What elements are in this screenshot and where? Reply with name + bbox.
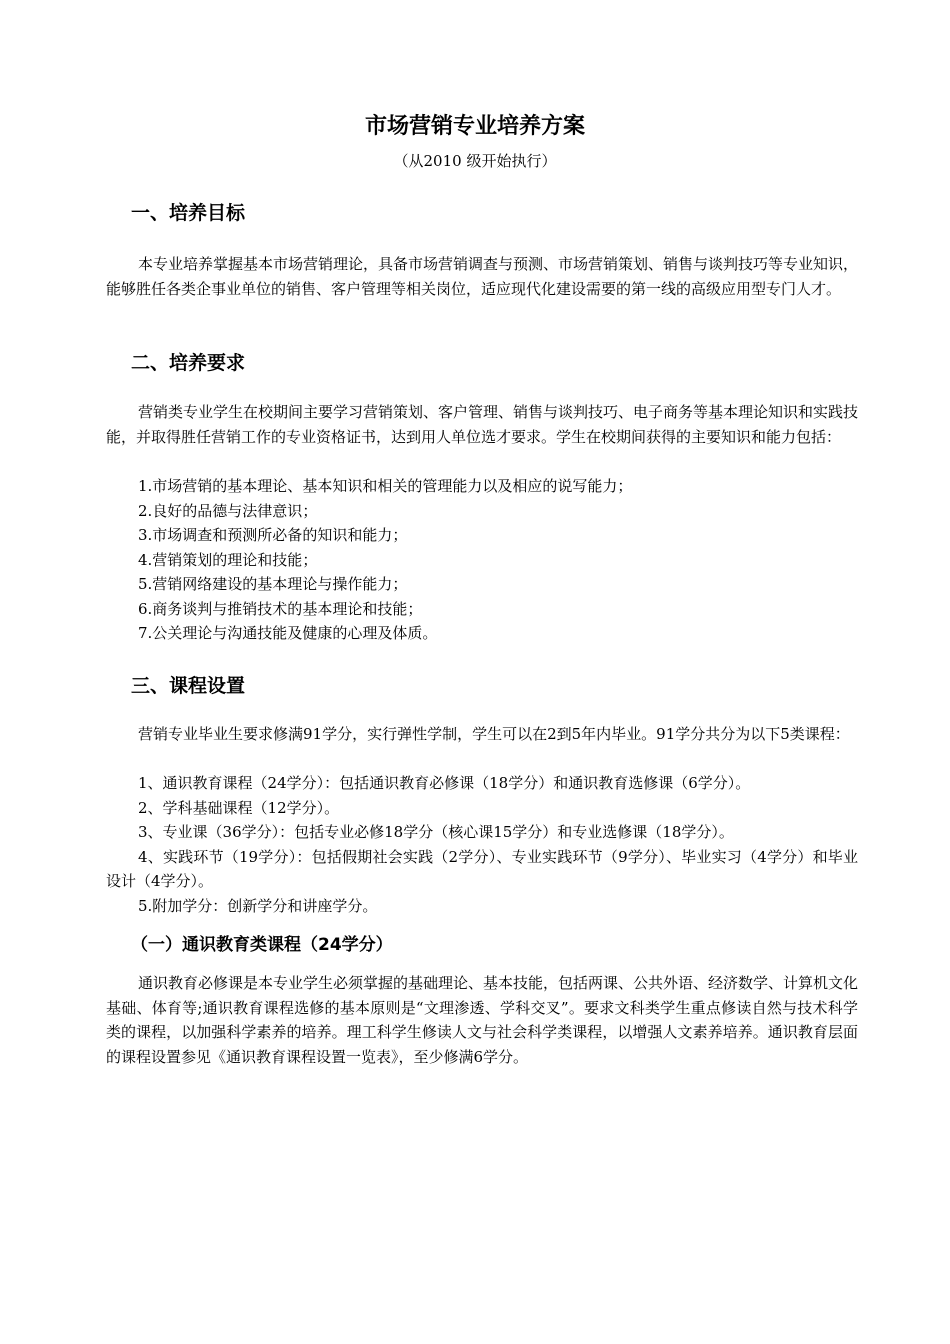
document-subtitle: （从2010 级开始执行） [393, 152, 557, 170]
section-heading-curriculum: 三、课程设置 [131, 675, 246, 697]
training-goal-paragraph: 本专业培养掌握基本市场营销理论，具备市场营销调查与预测、市场营销策划、销售与谈判技巧等专业知识，能够胜任各类企事业单位的销售、客户管理等相关岗位，适应现代化建设需要的第一线的高级应用型专门人才。 [106, 255, 859, 298]
list-item: 2.良好的品德与法律意识； [138, 501, 318, 520]
list-item: 3、专业课（36学分）：包括专业必修18学分（核心课15学分）和专业选修课（18学分）。 [138, 823, 734, 841]
list-item: 2、学科基础课程（12学分）。 [138, 798, 340, 817]
list-item: 7.公关理论与沟通技能及健康的心理及体质。 [138, 624, 438, 642]
list-item: 5.营销网络建设的基本理论与操作能力； [138, 575, 408, 593]
list-item: 4.营销策划的理论和技能； [138, 550, 318, 569]
curriculum-paragraph: 营销专业毕业生要求修满91学分，实行弹性学制，学生可以在2到5年内毕业。91学分共分为以下5类课程： [138, 725, 850, 743]
list-item: 1、通识教育课程（24学分）：包括通识教育必修课（18学分）和通识教育选修课（6学分）。 [138, 774, 751, 792]
subsection-heading-general-education: （一）通识教育类课程（24学分） [131, 935, 393, 955]
general-education-paragraph: 通识教育必修课是本专业学生必须掌握的基础理论、基本技能，包括两课、公共外语、经济数学、计算机文化基础、体育等;通识教育课程选修的基本原则是“文理渗透、学科交叉”。要求文科类学生重点修读自然与技术科学类的课程，以加强科学素养的培养。理工科学生修读人文与社会科学类课程，以增强人文素养培养。通识教育层面的课程设置参见《通识教育课程设置一览表》，至少修满6学分。 [106, 974, 859, 1066]
list-item: 1.市场营销的基本理论、基本知识和相关的管理能力以及相应的说写能力； [138, 477, 633, 495]
document-title: 市场营销专业培养方案 [364, 114, 585, 139]
section-heading-training-goal: 一、培养目标 [131, 202, 246, 224]
requirements-list [106, 474, 858, 646]
list-item: 6.商务谈判与推销技术的基本理论和技能； [138, 599, 423, 618]
section-heading-training-requirements: 二、培养要求 [131, 352, 246, 374]
training-requirements-paragraph: 营销类专业学生在校期间主要学习营销策划、客户管理、销售与谈判技巧、电子商务等基本理论知识和实践技能，并取得胜任营销工作的专业资格证书，达到用人单位选才要求。学生在校期间获得的主要知识和能力包括： [106, 403, 859, 446]
list-item: 5.附加学分：创新学分和讲座学分。 [138, 896, 378, 915]
curriculum-list [106, 771, 858, 918]
list-item: 4、实践环节（19学分）：包括假期社会实践（2学分）、专业实践环节（9学分）、毕业实习（4学分）和毕业设计（4学分）。 [106, 847, 858, 890]
list-item: 3.市场调查和预测所必备的知识和能力； [138, 526, 408, 544]
